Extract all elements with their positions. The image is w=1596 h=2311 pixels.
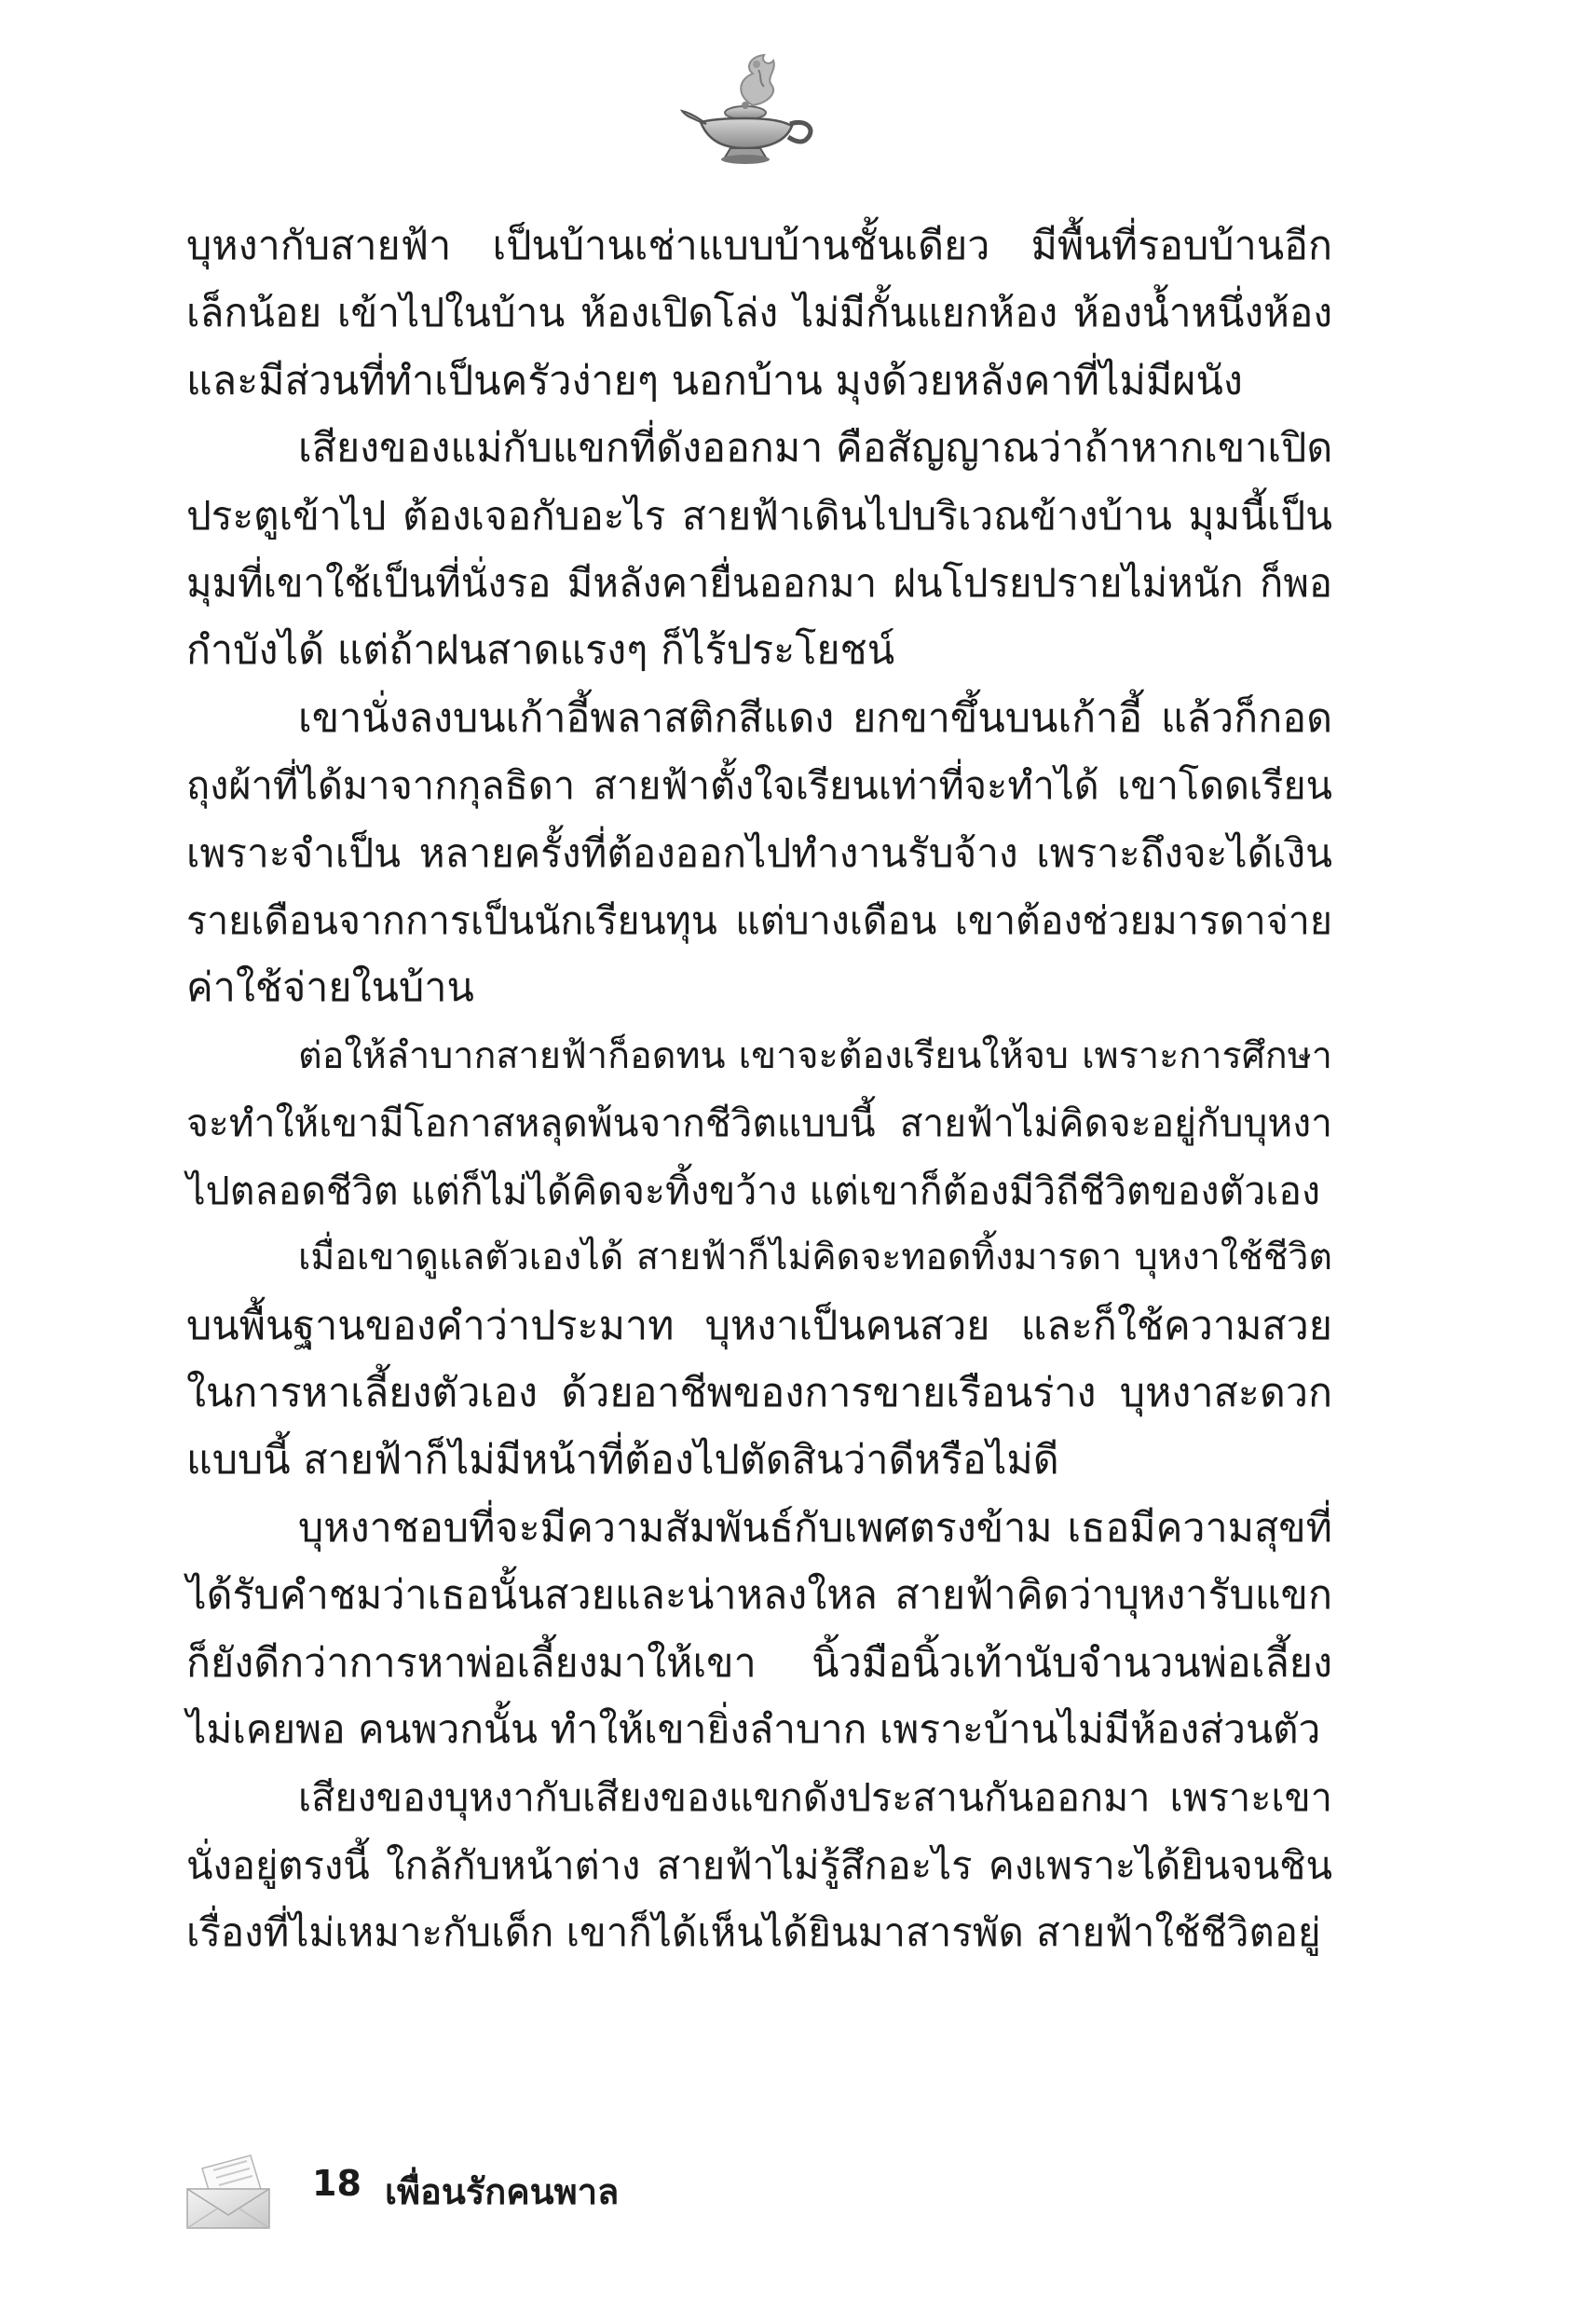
text-line: เขานั่งลงบนเก้าอี้พลาสติกสีแดง ยกขาขึ้นบนเก้าอี้ แล้วก็กอด <box>298 694 1332 742</box>
envelope-letter-icon <box>182 2148 275 2232</box>
text-line: มุมที่เขาใช้เป็นที่นั่งรอ มีหลังคายื่นออกมา ฝนโปรยปรายไม่หนัก ก็พอ <box>186 560 1332 607</box>
paragraph <box>186 1022 1332 1224</box>
text-line: ค่าใช้จ่ายในบ้าน <box>186 964 474 1012</box>
text-line: ในการหาเลี้ยงตัวเอง ด้วยอาชีพของการขายเรือนร่าง บุหงาสะดวก <box>186 1369 1332 1416</box>
text-line: ต่อให้ลำบากสายฟ้าก็อดทน เขาจะต้องเรียนให้จบ เพราะการศึกษา <box>298 1033 1332 1077</box>
paragraph <box>186 415 1332 685</box>
text-line: เสียงของแม่กับแขกที่ดังออกมา คือสัญญาณว่าถ้าหากเขาเปิด <box>298 425 1333 472</box>
text-line: รายเดือนจากการเป็นนักเรียนทุน แต่บางเดือน เขาต้องช่วยมารดาจ่าย <box>186 898 1332 944</box>
text-line: บุหงาชอบที่จะมีความสัมพันธ์กับเพศตรงข้าม เธอมีความสุขที่ <box>298 1504 1332 1552</box>
text-line: บนพื้นฐานของคำว่าประมาท บุหงาเป็นคนสวย และก็ใช้ความสวย <box>186 1302 1332 1349</box>
genie-lamp-icon <box>680 51 820 168</box>
text-line: และมีส่วนที่ทำเป็นครัวง่ายๆ นอกบ้าน มุงด้วยหลังคาที่ไม่มีผนัง <box>186 357 1243 404</box>
page-footer <box>182 2148 648 2250</box>
text-line: แบบนี้ สายฟ้าก็ไม่มีหน้าที่ต้องไปตัดสินว่าดีหรือไม่ดี <box>186 1437 1059 1484</box>
text-line: ไปตลอดชีวิต แต่ก็ไม่ได้คิดจะทิ้งขว้าง แต่เขาก็ต้องมีวิถีชีวิตของตัวเอง <box>186 1168 1321 1213</box>
text-line: ถุงผ้าที่ได้มาจากกุลธิดา สายฟ้าตั้งใจเรียนเท่าที่จะทำได้ เขาโดดเรียน <box>186 763 1332 809</box>
text-line: ได้รับคำชมว่าเธอนั้นสวยและน่าหลงใหล สายฟ้าคิดว่าบุหงารับแขก <box>186 1572 1332 1620</box>
text-line: ก็ยังดีกว่าการหาพ่อเลี้ยงมาให้เขา นิ้วมือนิ้วเท้านับจำนวนพ่อเลี้ยง <box>186 1639 1332 1687</box>
paragraph <box>186 1495 1332 1765</box>
text-line: ประตูเข้าไป ต้องเจอกับอะไร สายฟ้าเดินไปบริเวณข้างบ้าน มุมนี้เป็น <box>186 492 1332 539</box>
text-line: เล็กน้อย เข้าไปในบ้าน ห้องเปิดโล่ง ไม่มีกั้นแยกห้อง ห้องน้ำหนึ่งห้อง <box>186 290 1332 336</box>
text-line: เพราะจำเป็น หลายครั้งที่ต้องออกไปทำงานรับจ้าง เพราะถึงจะได้เงิน <box>186 829 1332 876</box>
text-line: นั่งอยู่ตรงนี้ ใกล้กับหน้าต่าง สายฟ้าไม่รู้สึกอะไร คงเพราะได้ยินจนชิน <box>186 1841 1332 1888</box>
paragraph <box>186 685 1332 1022</box>
paragraph <box>186 212 1332 415</box>
text-line: เรื่องที่ไม่เหมาะกับเด็ก เขาก็ได้เห็นได้ยินมาสารพัด สายฟ้าใช้ชีวิตอยู่ <box>186 1909 1321 1956</box>
text-line: บุหงากับสายฟ้า เป็นบ้านเช่าแบบบ้านชั้นเดียว มีพื้นที่รอบบ้านอีก <box>186 223 1332 269</box>
page-number: 18 <box>312 2163 361 2204</box>
paragraph <box>186 1224 1332 1495</box>
text-line: จะทำให้เขามีโอกาสหลุดพ้นจากชีวิตแบบนี้ สายฟ้าไม่คิดจะอยู่กับบุหงา <box>186 1101 1332 1146</box>
text-line: กำบังได้ แต่ถ้าฝนสาดแรงๆ ก็ไร้ประโยชน์ <box>186 627 895 675</box>
text-line: ไม่เคยพอ คนพวกนั้น ทำให้เขายิ่งลำบาก เพราะบ้านไม่มีห้องส่วนตัว <box>186 1706 1321 1753</box>
text-line: เสียงของบุหงากับเสียงของแขกดังประสานกันออกมา เพราะเขา <box>298 1775 1332 1821</box>
body-text <box>186 212 1332 1967</box>
paragraph <box>186 1764 1332 1966</box>
book-title: เพื่อนรักคนพาล <box>385 2171 620 2212</box>
text-line: เมื่อเขาดูแลตัวเองได้ สายฟ้าก็ไม่คิดจะทอดทิ้งมารดา บุหงาใช้ชีวิต <box>298 1237 1332 1279</box>
